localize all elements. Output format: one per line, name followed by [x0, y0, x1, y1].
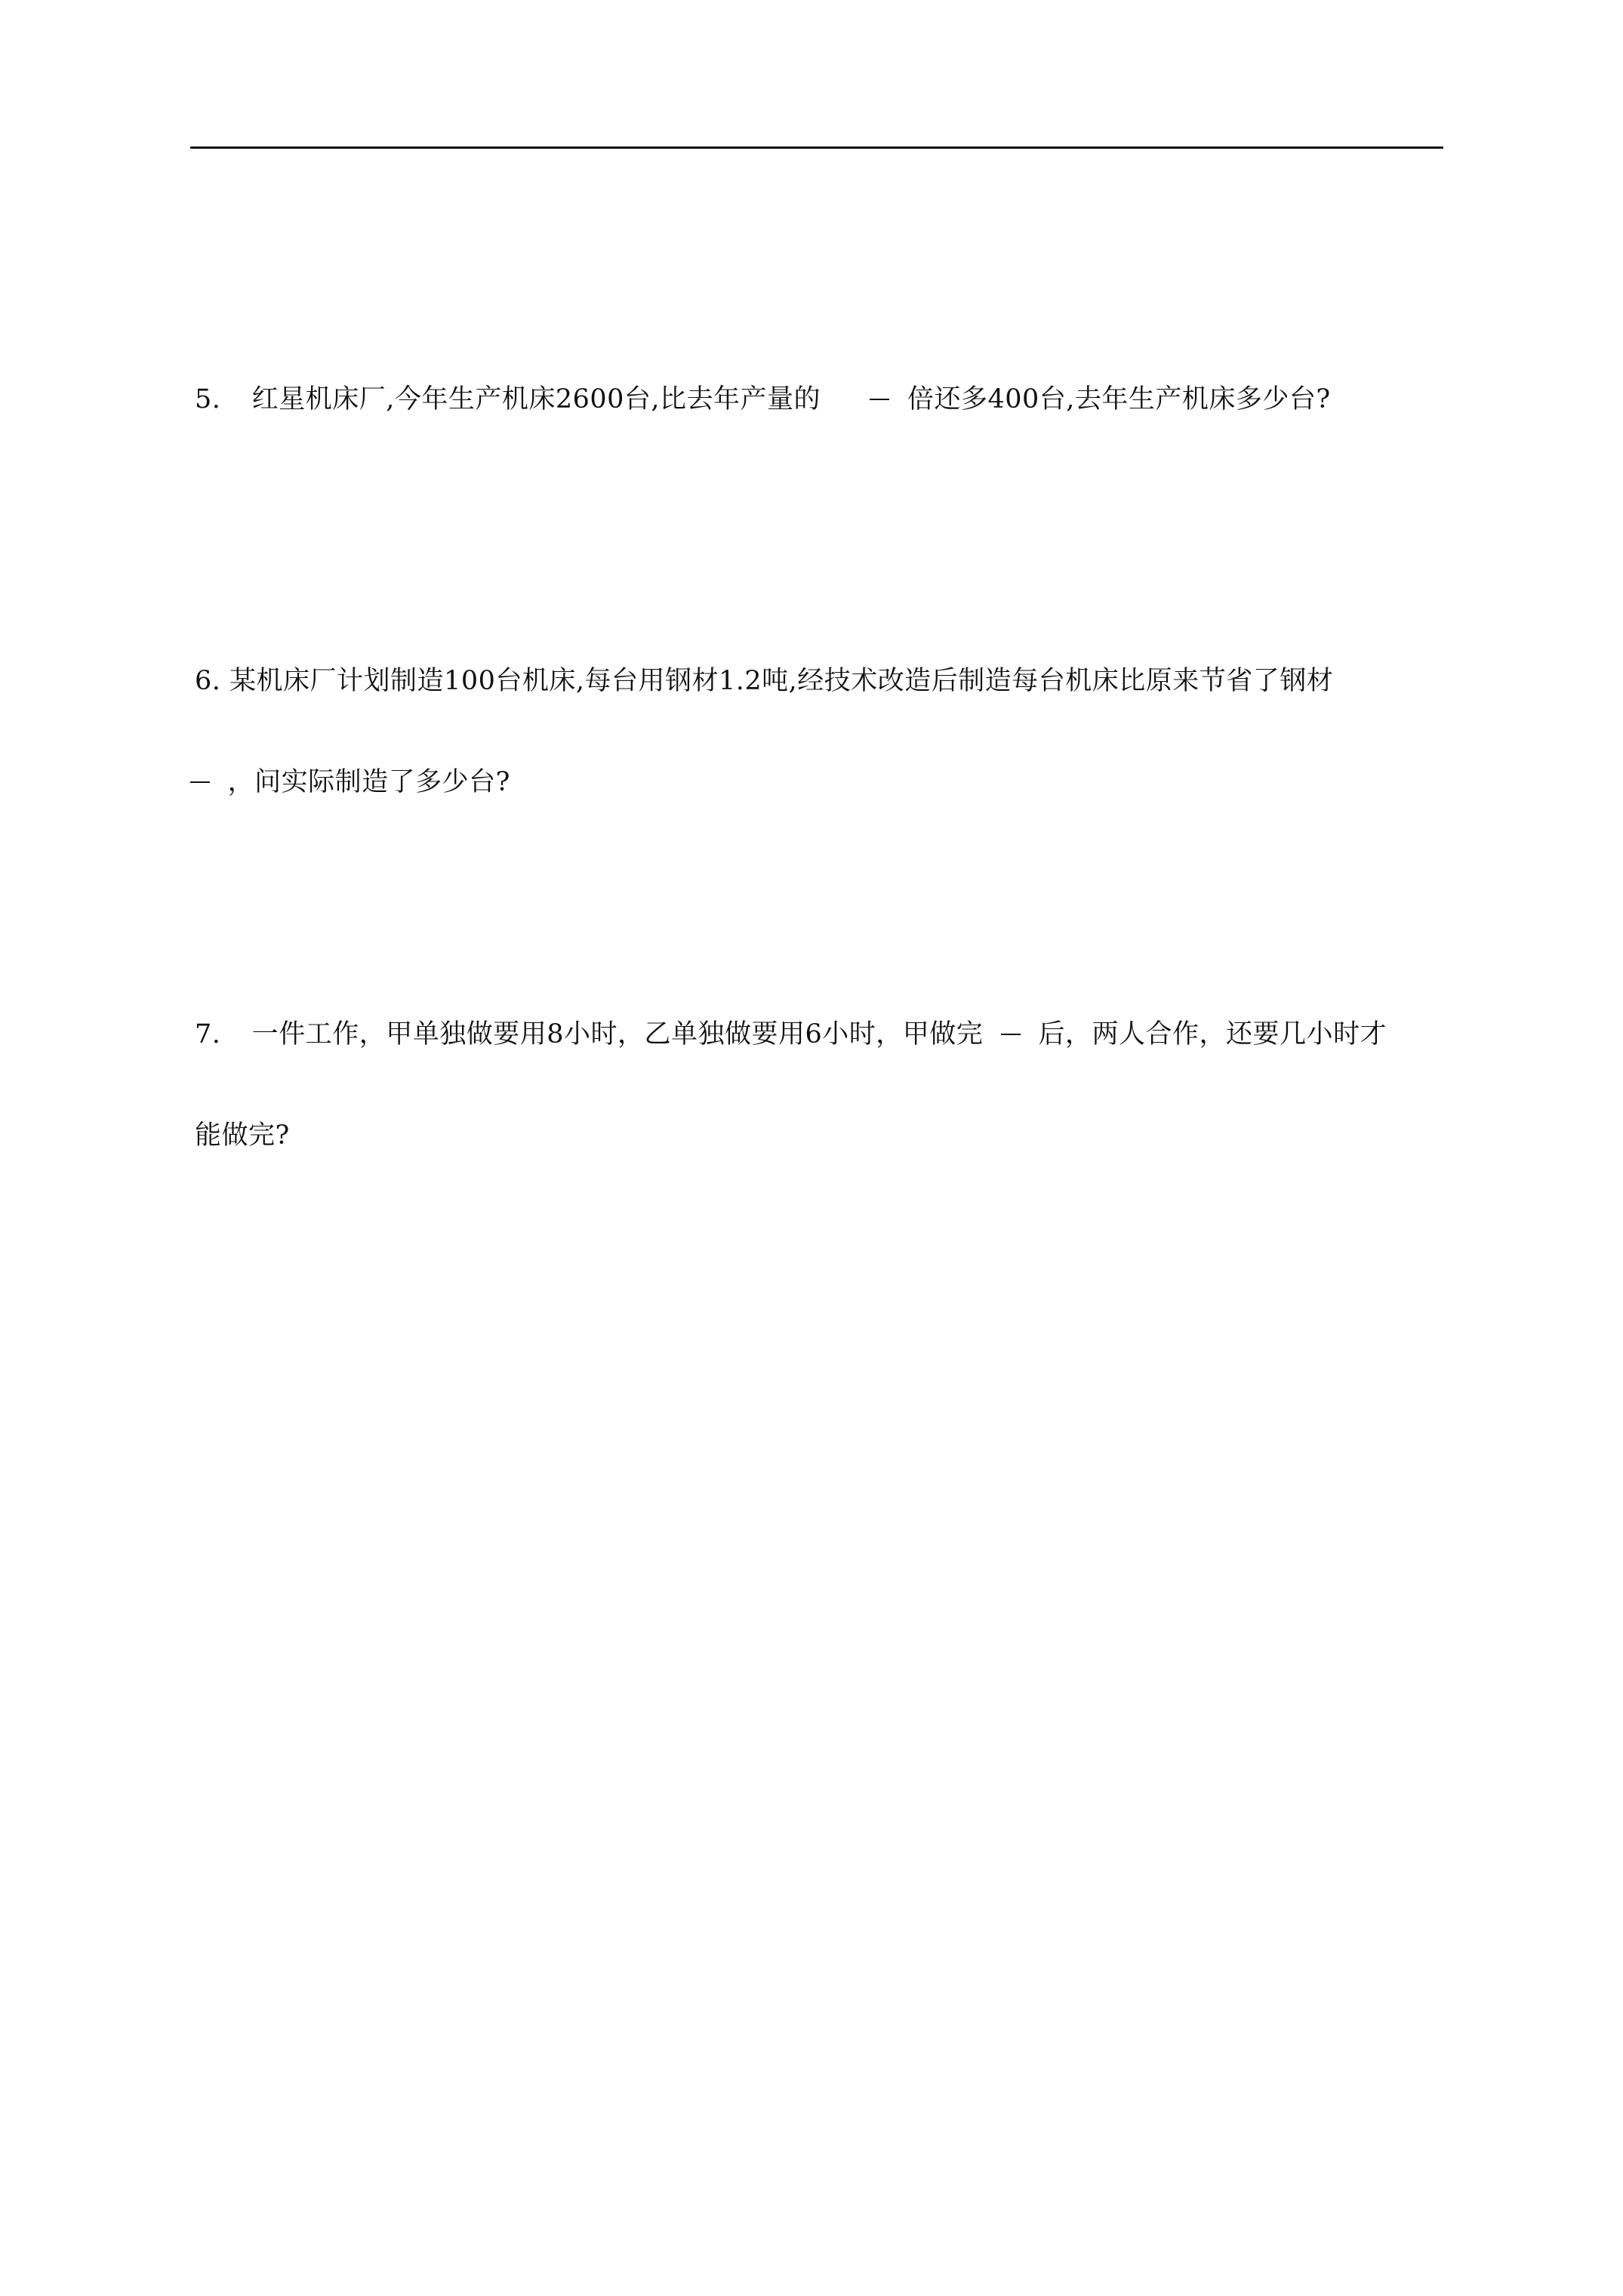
problem-7-line-1	[195, 1016, 1387, 1052]
problem-5-number: 5.	[195, 384, 221, 415]
problem-6-number: 6.	[195, 666, 221, 696]
problem-7-number: 7.	[195, 1019, 221, 1049]
problem-7-fraction	[1001, 1034, 1021, 1035]
problem-7-text-2: 能做完?	[195, 1120, 290, 1151]
problem-5-text-end: 倍还多400台,去年生产机床多少台?	[907, 384, 1331, 415]
problem-7-text-1b: 后，两人合作，还要几小时才	[1038, 1019, 1387, 1049]
problem-7-text-1a: 一件工作，甲单独做要用8小时，乙单独做要用6小时，甲做完	[251, 1019, 984, 1049]
problem-6-fraction	[190, 781, 210, 783]
problem-6-line-2	[190, 764, 510, 800]
problem-6-line-1	[195, 663, 1333, 699]
problem-5-text-start: 红星机床厂,今年生产机床2600台,比去年产量的	[251, 384, 821, 415]
problem-5-fraction	[870, 399, 889, 400]
problem-6-text-2: ，问实际制造了多少台?	[227, 767, 510, 797]
problem-6-text-1: 某机床厂计划制造100台机床,每台用钢材1.2吨,经技术改造后制造每台机床比原来节省了钢材	[229, 666, 1334, 696]
header-rule	[190, 146, 1443, 149]
problem-5	[195, 381, 1331, 418]
problem-7-line-2	[195, 1117, 290, 1154]
